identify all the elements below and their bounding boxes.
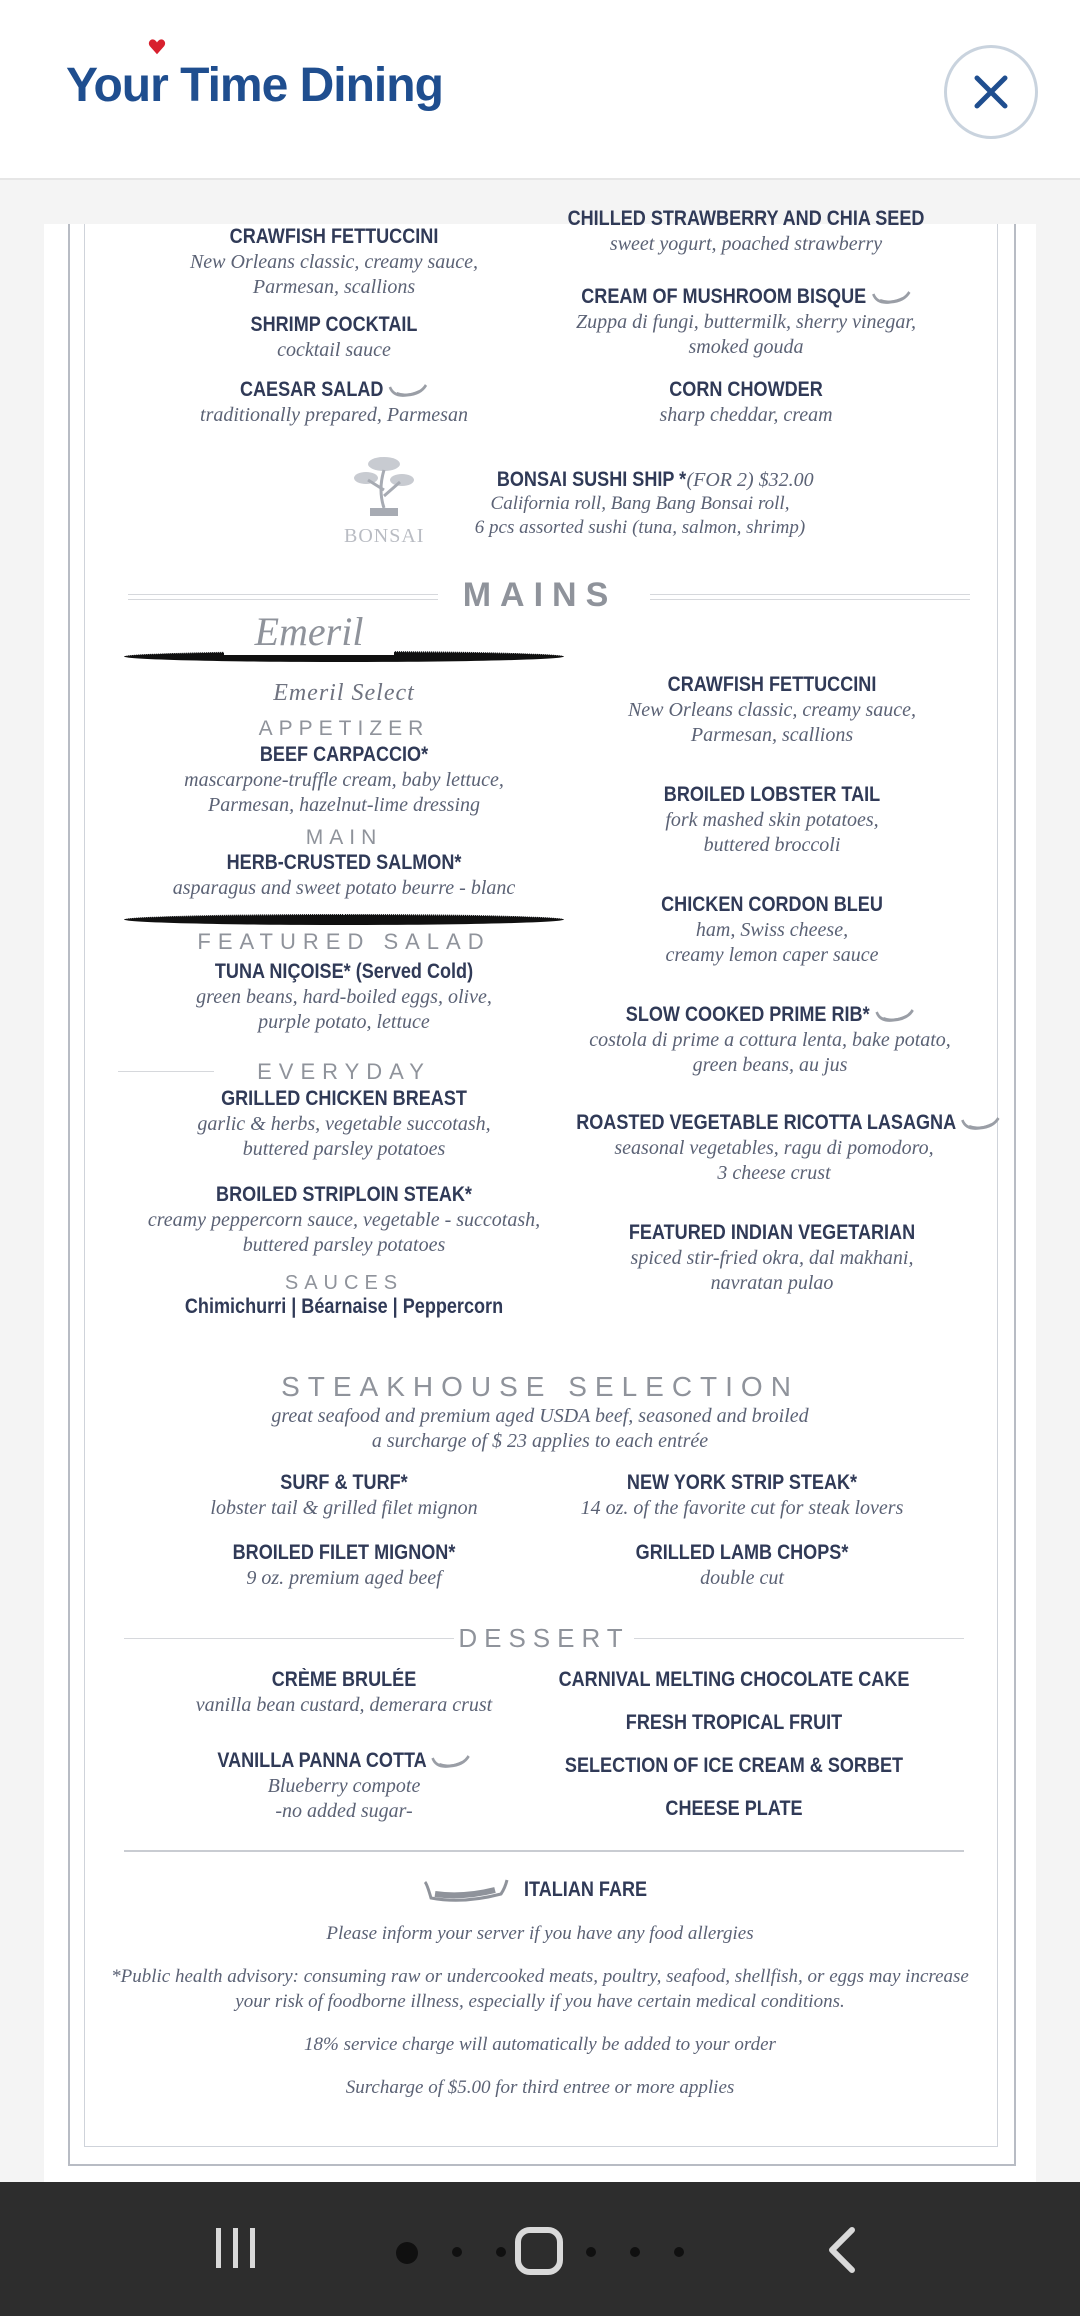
- menu-item: CHICKEN CORDON BLEU ham, Swiss cheese, creamy lemon caper sauce: [661, 893, 883, 966]
- bonsai-logo: BONSAI: [344, 450, 424, 550]
- italian-fare-icon: [871, 288, 911, 306]
- menu-item-sushi: BONSAI SUSHI SHIP *(FOR 2) $32.00 California roll, Bang Bang Bonsai roll, 6 pcs assorted sushi (tuna, salmon, shrimp): [474, 468, 814, 538]
- menu-item: CRAWFISH FETTUCCINI New Orleans classic, creamy sauce, Parmesan, scallions: [627, 673, 917, 746]
- menu-image-viewer[interactable]: [44, 207, 1036, 2182]
- divider: [650, 599, 970, 600]
- menu-item: CRÈME BRULÉE vanilla bean custard, demerara crust: [195, 1668, 493, 1716]
- section-title-dessert: DESSERT: [458, 1623, 630, 1653]
- service-charge-note: 18% service charge will automatically be added to your order: [304, 2034, 776, 2055]
- italian-fare-icon: [423, 1876, 509, 1904]
- menu-item: ROASTED VEGETABLE RICOTTA LASAGNA seasonal vegetables, ragu di pomodoro, 3 cheese crust: [544, 1110, 1004, 1186]
- menu-item: TUNA NIÇOISE* (Served Cold) green beans, hard-boiled eggs, olive, purple potato, lettuce: [196, 960, 492, 1033]
- page-indicator-dot: [630, 2247, 640, 2257]
- sauces-list: Chimichurri | Béarnaise | Peppercorn: [184, 1295, 504, 1318]
- app-header: [0, 0, 1080, 180]
- menu-item: BROILED FILET MIGNON* 9 oz. premium aged beef: [232, 1541, 456, 1589]
- menu-item: SLOW COOKED PRIME RIB* costola di prime a cottura lenta, bake potato, green beans, au jus: [589, 1003, 951, 1076]
- steakhouse-desc: great seafood and premium aged USDA beef, seasoned and broiled: [271, 1405, 809, 1427]
- menu-item: SURF & TURF* lobster tail & grilled filet mignon: [210, 1471, 478, 1519]
- emeril-signature: Emeril: [224, 608, 394, 655]
- menu-item: BEEF CARPACCIO* mascarpone-truffle cream, baby lettuce, Parmesan, hazelnut-lime dressing: [184, 743, 504, 816]
- divider: [124, 1850, 964, 1852]
- page-indicator-dot: [496, 2247, 506, 2257]
- home-icon[interactable]: [514, 2226, 564, 2276]
- close-icon: [973, 74, 1009, 110]
- section-title-mains: MAINS: [462, 576, 618, 614]
- system-navigation-bar: [0, 2182, 1080, 2316]
- menu-item: CORN CHOWDER sharp cheddar, cream: [659, 378, 833, 426]
- divider: [118, 1071, 214, 1072]
- page-indicator-dot: [674, 2247, 684, 2257]
- label-sauces: SAUCES: [284, 1272, 404, 1294]
- menu-item: CHILLED STRAWBERRY AND CHIA SEED sweet yogurt, poached strawberry: [567, 207, 925, 255]
- health-advisory-cont: your risk of foodborne illness, especially if you have certain medical conditions.: [235, 1991, 845, 2012]
- divider: [128, 594, 438, 595]
- bonsai-tree-icon: [344, 450, 424, 520]
- recents-icon[interactable]: [214, 2224, 258, 2272]
- divider: [128, 599, 438, 600]
- menu-item: BROILED LOBSTER TAIL fork mashed skin potatoes, buttered broccoli: [663, 783, 881, 856]
- section-title-steakhouse: STEAKHOUSE SELECTION: [281, 1371, 799, 1402]
- page-indicator-dot: [452, 2247, 462, 2257]
- menu-item: CARNIVAL MELTING CHOCOLATE CAKE: [558, 1668, 910, 1691]
- menu-item: GRILLED CHICKEN BREAST garlic & herbs, vegetable succotash, buttered parsley potatoes: [197, 1087, 491, 1160]
- close-button[interactable]: [944, 45, 1038, 139]
- page-indicator-dot: [586, 2247, 596, 2257]
- label-appetizer: APPETIZER: [258, 717, 430, 740]
- menu-item: FEATURED INDIAN VEGETARIAN spiced stir-fried okra, dal makhani, navratan pulao: [628, 1221, 916, 1294]
- menu-item: SELECTION OF ICE CREAM & SORBET: [564, 1754, 904, 1777]
- app-logo: Your Time Dining: [66, 59, 443, 112]
- menu-item: CAESAR SALAD traditionally prepared, Parmesan: [200, 378, 468, 426]
- back-icon[interactable]: [822, 2226, 862, 2274]
- label-everyday: EVERYDAY: [257, 1059, 431, 1084]
- menu-item: CRAWFISH FETTUCCINI New Orleans classic, creamy sauce, Parmesan, scallions: [189, 225, 479, 298]
- divider: [634, 1638, 964, 1639]
- divider: [124, 1638, 454, 1639]
- label-main: MAIN: [305, 826, 383, 849]
- emeril-select-title: Emeril Select: [273, 680, 415, 706]
- menu-item: SHRIMP COCKTAIL cocktail sauce: [250, 313, 418, 361]
- menu-item: FRESH TROPICAL FRUIT: [625, 1711, 843, 1734]
- italian-fare-icon: [388, 381, 428, 399]
- menu-item: NEW YORK STRIP STEAK* 14 oz. of the favorite cut for steak lovers: [580, 1471, 904, 1519]
- menu-item: HERB-CRUSTED SALMON* asparagus and sweet potato beurre - blanc: [172, 851, 516, 899]
- menu-item: CHEESE PLATE: [665, 1797, 803, 1820]
- divider: [650, 594, 970, 595]
- menu-item: BROILED STRIPLOIN STEAK* creamy peppercorn sauce, vegetable - succotash, buttered parsley potatoes: [147, 1183, 541, 1256]
- page-indicator-dot: [396, 2242, 418, 2264]
- divider: [124, 914, 564, 925]
- label-featured-salad: FEATURED SALAD: [197, 929, 491, 954]
- menu-item: CREAM OF MUSHROOM BISQUE Zuppa di fungi, buttermilk, sherry vinegar, smoked gouda: [576, 285, 916, 358]
- menu-item: VANILLA PANNA COTTA Blueberry compote -no added sugar-: [124, 1748, 564, 1824]
- surcharge-note: Surcharge of $5.00 for third entree or more applies: [345, 2077, 735, 2098]
- health-advisory: *Public health advisory: consuming raw or undercooked meats, poultry, seafood, shellfish, or eggs may increase: [111, 1966, 969, 1987]
- menu-content: [44, 207, 1036, 2182]
- italian-fare-icon: [431, 1752, 471, 1770]
- steakhouse-surcharge: a surcharge of $ 23 applies to each entrée: [371, 1430, 709, 1452]
- menu-item: GRILLED LAMB CHOPS* double cut: [635, 1541, 849, 1589]
- italian-fare-icon: [875, 1006, 915, 1024]
- allergy-note: Please inform your server if you have any food allergies: [326, 1923, 754, 1944]
- heart-icon: [148, 38, 166, 56]
- italian-fare-legend: ITALIAN FARE: [104, 1876, 976, 1904]
- italian-fare-icon: [960, 1114, 1000, 1132]
